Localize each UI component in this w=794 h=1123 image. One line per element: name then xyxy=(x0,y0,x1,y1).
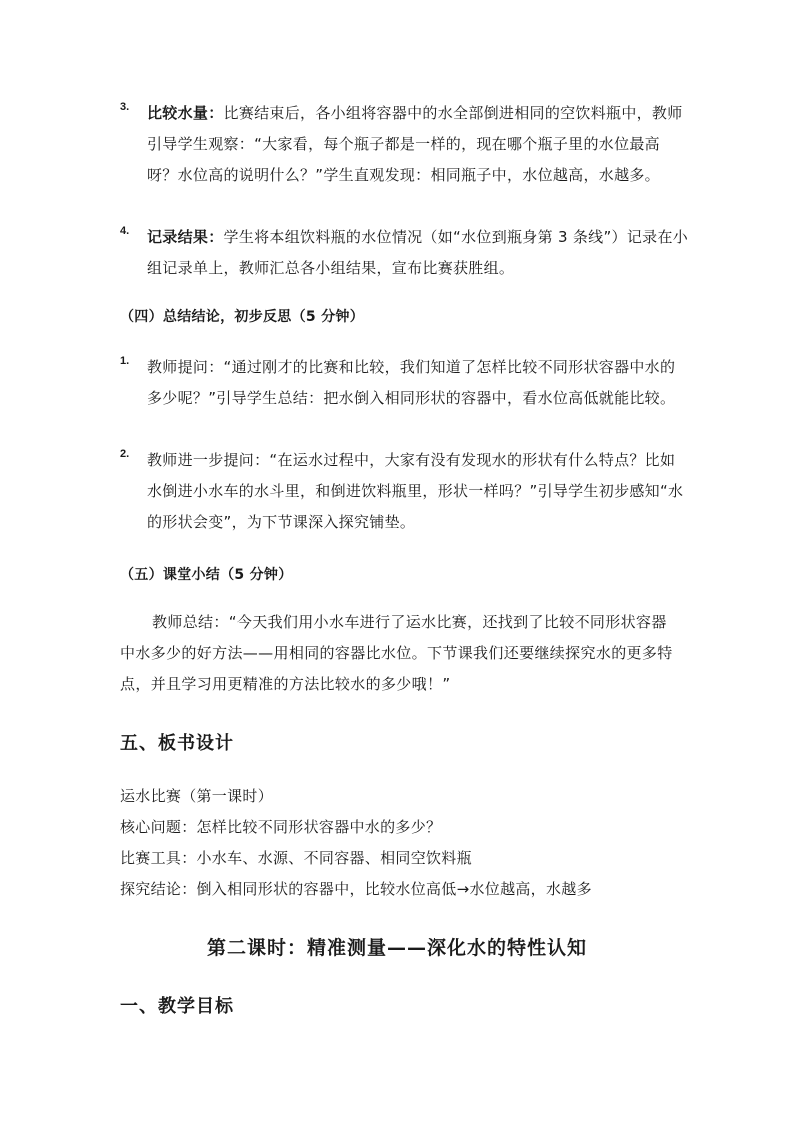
section-heading-class-summary: （五）课堂小结（5 分钟） xyxy=(120,567,293,583)
list-body: 教师提问：“通过刚才的比赛和比较，我们知道了怎样比较不同形状容器中水的多少呢？”引导学生总结：把水倒入相同形状的容器中，看水位高低就能比较。 xyxy=(147,358,676,407)
board-line: 比赛工具：小水车、水源、不同容器、相同空饮料瓶 xyxy=(120,849,472,867)
summary-paragraph: 教师总结：“今天我们用小水车进行了运水比赛，还找到了比较不同形状容器中水多少的好方法——用相同的容器比水位。下节课我们还要继续探究水的更多特点，并且学习用更精准的方法比较水的多少哦！” xyxy=(120,613,673,693)
list-number: 2. xyxy=(120,448,130,460)
list-body: 学生将本组饮料瓶的水位情况（如“水位到瓶身第 3 条线”）记录在小组记录单上，教师汇总各小组结果，宣布比赛获胜组。 xyxy=(147,228,689,277)
list-item-teacher-question xyxy=(120,352,690,414)
list-item-record-results xyxy=(120,222,690,284)
section-heading-summary: （四）总结结论，初步反思（5 分钟） xyxy=(120,309,365,325)
list-body: 教师进一步提问：“在运水过程中，大家有没有发现水的形状有什么特点？比如水倒进小水车的水斗里，和倒进饮料瓶里，形状一样吗？”引导学生初步感知“水的形状会变”，为下节课深入探究铺垫。 xyxy=(147,451,684,531)
list-body: 比赛结束后，各小组将容器中的水全部倒进相同的空饮料瓶中，教师引导学生观察：“大家看，每个瓶子都是一样的，现在哪个瓶子里的水位最高呀？水位高的说明什么？”学生直观发现：相同瓶子中，水位越高，水越多。 xyxy=(147,104,683,184)
list-number: 4. xyxy=(120,225,130,237)
board-design-heading: 五、板书设计 xyxy=(120,733,234,754)
list-item-teacher-followup xyxy=(120,445,690,538)
list-number: 3. xyxy=(120,101,130,113)
lesson-two-title: 第二课时：精准测量——深化水的特性认知 xyxy=(206,937,587,959)
list-lead: 记录结果 xyxy=(147,228,209,246)
list-number: 1. xyxy=(120,355,130,367)
board-line: 运水比赛（第一课时） xyxy=(120,787,274,805)
list-item-compare-water xyxy=(120,98,690,191)
list-text: 记录结果：学生将本组饮料瓶的水位情况（如“水位到瓶身第 3 条线”）记录在小组记录单上，教师汇总各小组结果，宣布比赛获胜组。 xyxy=(147,228,689,277)
list-lead: 比较水量 xyxy=(147,104,209,122)
list-text: 比较水量：比赛结束后，各小组将容器中的水全部倒进相同的空饮料瓶中，教师引导学生观察：“大家看，每个瓶子都是一样的，现在哪个瓶子里的水位最高呀？水位高的说明什么？”学生直观发现：相同瓶子中，水位越高，水越多。 xyxy=(147,104,683,184)
teaching-objectives-heading: 一、教学目标 xyxy=(120,996,234,1017)
board-line: 核心问题：怎样比较不同形状容器中水的多少？ xyxy=(120,818,442,836)
board-line: 探究结论：倒入相同形状的容器中，比较水位高低→水位越高，水越多 xyxy=(120,880,592,898)
